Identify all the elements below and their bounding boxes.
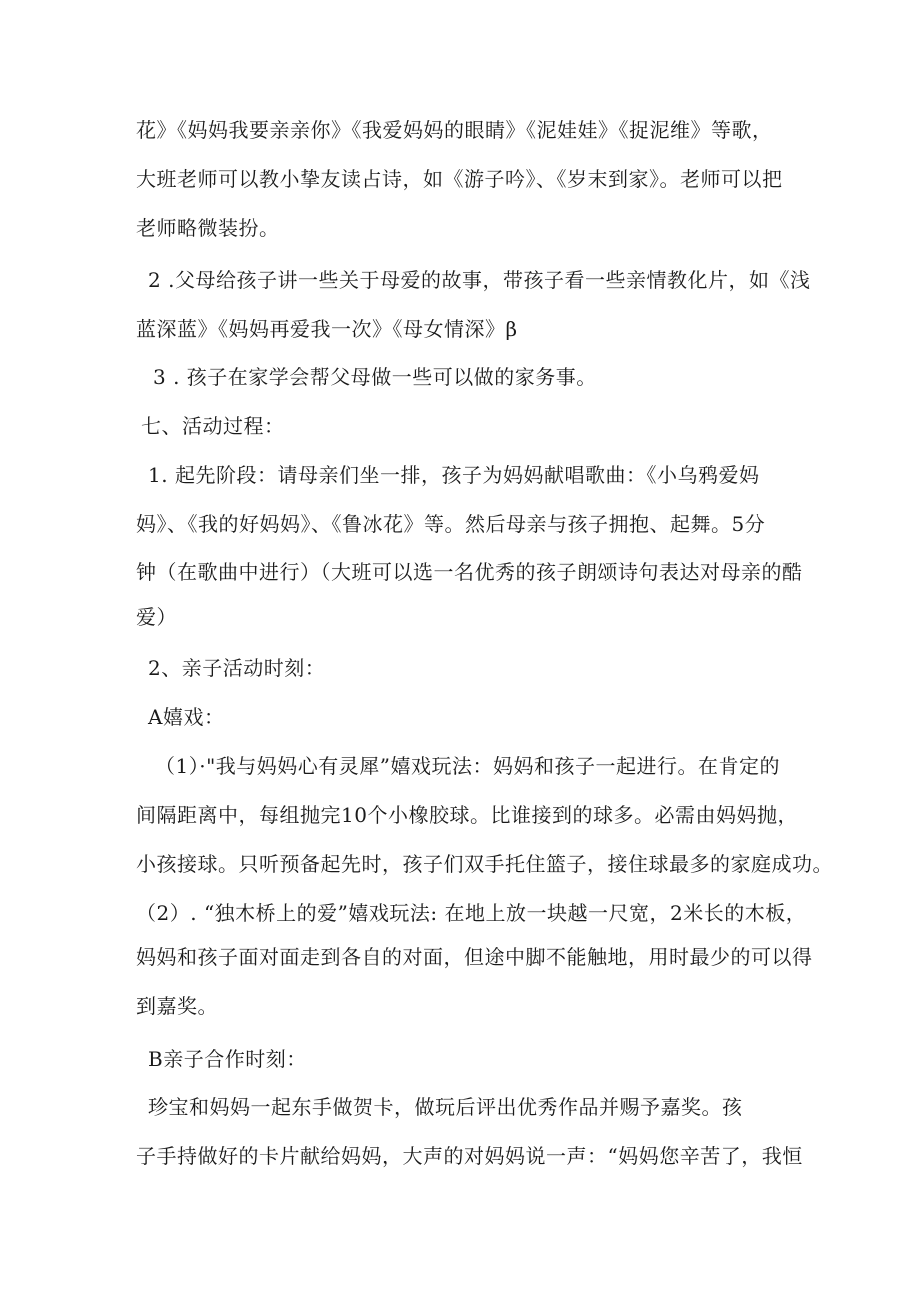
- text-line: 3 . 孩子在家学会帮父母做一些可以做的家务事。: [153, 365, 597, 389]
- subsection-heading: 2、亲子活动时刻：: [148, 656, 326, 680]
- text-line: 蓝深蓝》《妈妈再爱我一次》《母女情深》β: [136, 317, 518, 341]
- subsection-heading: A嬉戏：: [148, 705, 225, 729]
- text-line: 大班老师可以教小挚友读占诗，如《游子吟》、《岁末到家》。老师可以把: [136, 167, 783, 191]
- text-line: 妈妈和孩子面对面走到各自的对面，但途中脚不能触地，用时最少的可以得: [136, 945, 813, 969]
- text-line: （1）·"我与妈妈心有灵犀”嬉戏玩法：妈妈和孩子一起进行。在肯定的: [155, 754, 781, 778]
- text-line: 爱）: [136, 605, 177, 629]
- text-line: 子手持做好的卡片献给妈妈，大声的对妈妈说一声：“妈妈您辛苦了，我恒: [136, 1144, 803, 1168]
- text-line: 1. 起先阶段：请母亲们坐一排，孩子为妈妈献唱歌曲：《小乌鸦爱妈: [148, 463, 760, 487]
- text-line: 花》《妈妈我要亲亲你》《我爱妈妈的眼睛》《泥娃娃》《捉泥维》等歌，: [136, 118, 773, 142]
- text-line: 老师略微装扮。: [136, 216, 280, 240]
- section-heading: 七、活动过程：: [141, 414, 285, 438]
- text-line: 2 .父母给孩子讲一些关于母爱的故事，带孩子看一些亲情教化片，如《浅: [148, 268, 811, 292]
- text-line: 钟（在歌曲中进行）（大班可以选一名优秀的孩子朗颂诗句表达对母亲的酷: [136, 560, 803, 584]
- text-line: 到嘉奖。: [136, 994, 218, 1018]
- text-line: 小孩接球。只听预备起先时，孩子们双手托住篮子，接住球最多的家庭成功。: [136, 852, 833, 876]
- text-line: 珍宝和妈妈一起东手做贺卡，做玩后评出优秀作品并赐予嘉奖。孩: [148, 1095, 743, 1119]
- text-line: （2）. “独木桥上的爱”嬉戏玩法: 在地上放一块越一尺宽，2米长的木板，: [136, 901, 807, 925]
- subsection-heading: B亲子合作时刻：: [148, 1047, 307, 1071]
- text-line: 间隔距离中，每组抛完10个小橡胶球。比谁接到的球多。必需由妈妈抛，: [136, 803, 798, 827]
- text-line: 妈》、《我的好妈妈》、《鲁冰花》等。然后母亲与孩子拥抱、起舞。5分: [136, 512, 766, 536]
